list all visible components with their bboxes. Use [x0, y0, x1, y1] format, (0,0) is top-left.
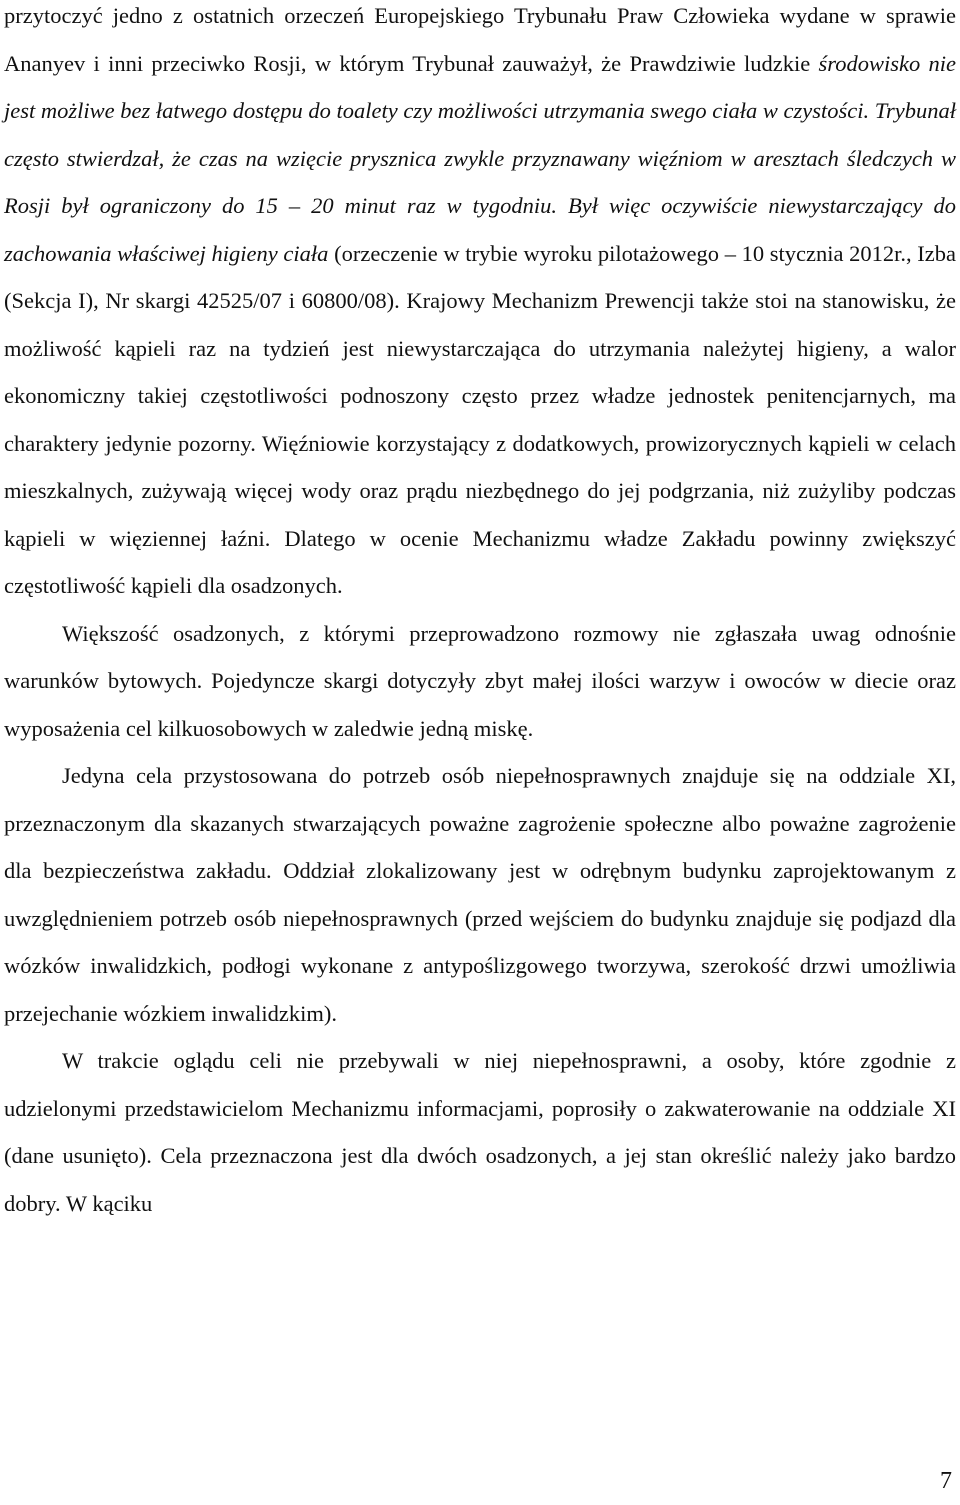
paragraph-1: [4, 0, 956, 610]
paragraph-4: [4, 1037, 956, 1227]
paragraph-3: [4, 752, 956, 1037]
paragraph-2-text: Większość osadzonych, z którymi przeprowadzono rozmowy nie zgłaszała uwag odnośnie warunków bytowych. Pojedyncze skargi dotyczyły zbyt małej ilości warzyw i owoców w diecie oraz wyposażenia cel kilkuosobowych w zaledwie jedną miskę.: [4, 620, 956, 741]
paragraph-4-text: W trakcie oglądu celi nie przebywali w niej niepełnosprawni, a osoby, które zgodnie z udzielonymi przedstawicielom Mechanizmu informacjami, poprosiły o zakwaterowanie na oddziale XI (dane usunięto). Cela przeznaczona jest dla dwóch osadzonych, a jej stan określić należy jako bardzo dobry. W kąciku: [4, 1048, 956, 1216]
document-page: [4, 0, 956, 1227]
paragraph-2: [4, 610, 956, 753]
paragraph-3-text: Jedyna cela przystosowana do potrzeb osób niepełnosprawnych znajduje się na oddziale XI, przeznaczonym dla skazanych stwarzających poważne zagrożenie społeczne albo poważne zagrożenie dla bezpieczeństwa zakładu. Oddział zlokalizowany jest w odrębnym budynku zaprojektowanym z uwzględnieniem potrzeb osób niepełnosprawnych (przed wejściem do budynku znajduje się podjazd dla wózków inwalidzkich, podłogi wykonane z antypoślizgowego tworzywa, szerokość drzwi umożliwia przejechanie wózkiem inwalidzkim).: [4, 763, 956, 1026]
paragraph-1-text-a: przytoczyć jedno z ostatnich orzeczeń Europejskiego Trybunału Praw Człowieka wydane w sprawie Ananyev i inni przeciwko Rosji, w którym Trybunał zauważył, że Prawdziwie ludzkie: [4, 3, 956, 76]
paragraph-1-quote-italic: środowisko nie jest możliwe bez łatwego dostępu do toalety czy możliwości utrzymania swego ciała w czystości. Trybunał często stwierdzał, że czas na wzięcie prysznica zwykle przyznawany więźniom w aresztach śledczych w Rosji był ograniczony do 15 – 20 minut raz w tygodniu. Był więc oczywiście niewystarczający do zachowania właściwej higieny ciała: [4, 50, 957, 266]
page-number: 7: [940, 1468, 952, 1494]
paragraph-1-text-b: (orzeczenie w trybie wyroku pilotażowego – 10 stycznia 2012r., Izba (Sekcja I), Nr skargi 42525/07 i 60800/08). Krajowy Mechanizm Prewencji także stoi na stanowisku, że możliwość kąpieli raz na tydzień jest niewystarczająca do utrzymania należytej higieny, a walor ekonomiczny takiej częstotliwości podnoszony często przez władze jednostek penitencjarnych, ma charaktery jedynie pozorny. Więźniowie korzystający z dodatkowych, prowizorycznych kąpieli w celach mieszkalnych, zużywają więcej wody oraz prądu niezbędnego do jej podgrzania, niż zużyliby podczas kąpieli w więziennej łaźni. Dlatego w ocenie Mechanizmu władze Zakładu powinny zwiększyć częstotliwość kąpieli dla osadzonych.: [4, 240, 957, 598]
